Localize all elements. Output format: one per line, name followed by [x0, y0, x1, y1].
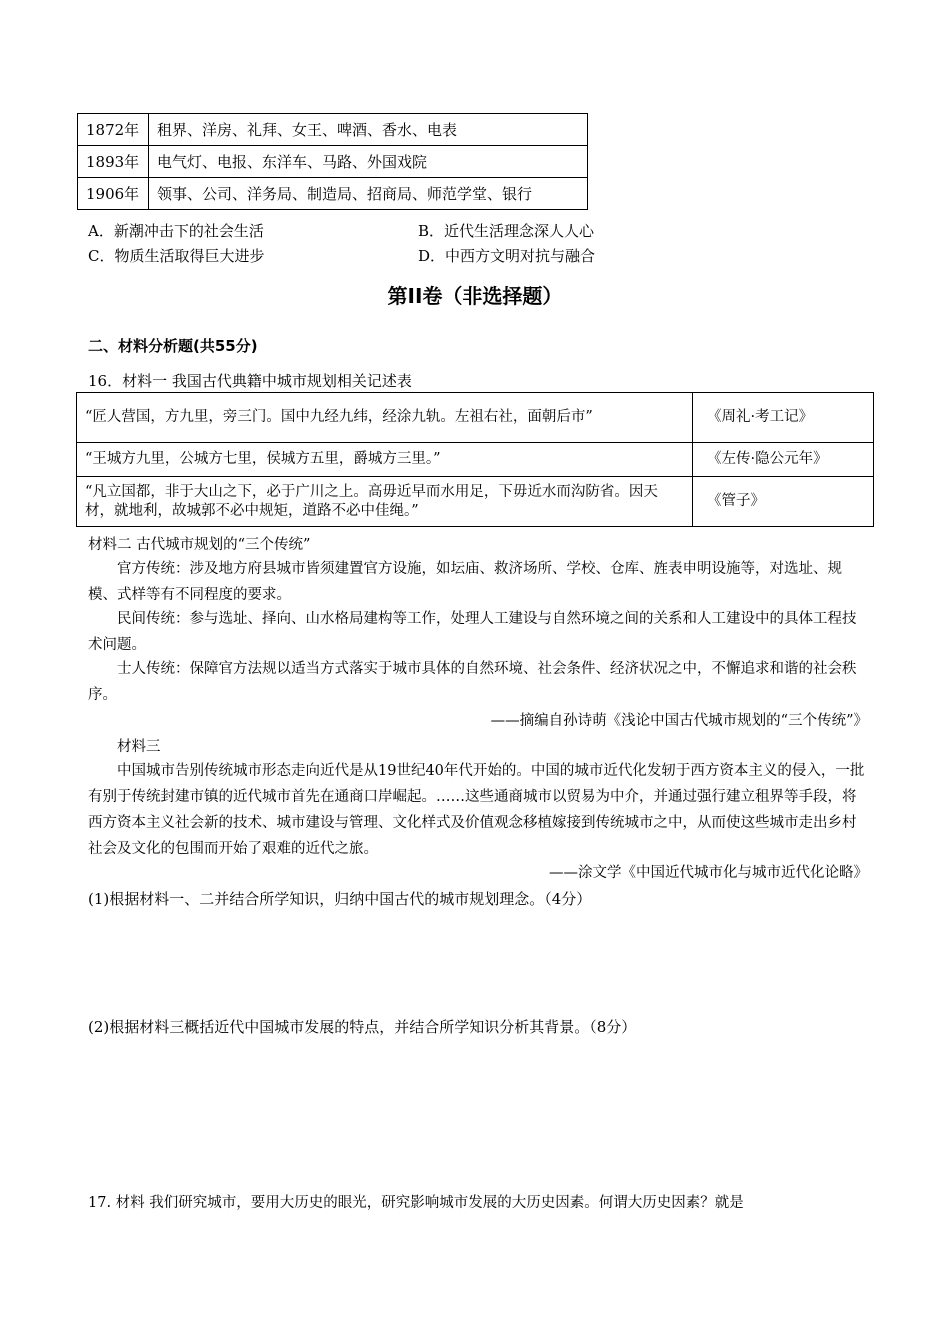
items-cell: 租界、洋房、礼拜、女王、啤酒、香水、电表 [149, 114, 588, 146]
year-cell: 1872年 [78, 114, 149, 146]
option-b: B．近代生活理念深人人心 [418, 222, 595, 240]
question-16-1: (1)根据材料一、二并结合所学知识，归纳中国古代的城市规划理念。（4分） [88, 890, 592, 908]
items-cell: 电气灯、电报、东洋车、马路、外国戏院 [149, 146, 588, 178]
material2-folk: 民间传统：参与选址、择向、山水格局建构等工作，处理人工建设与自然环境之间的关系和人工建设中的具体工程技术问题。 [88, 611, 857, 653]
quote-cell: “王城方九里，公城方七里，侯城方五里，爵城方三里。” [77, 443, 693, 477]
material3-title: 材料三 [117, 739, 161, 755]
material3-source: ——涂文学《中国近代城市化与城市近代化论略》 [549, 865, 868, 881]
question-16-2: (2)根据材料三概括近代中国城市发展的特点，并结合所学知识分析其背景。（8分） [88, 1018, 637, 1036]
year-cell: 1906年 [78, 178, 149, 210]
quote-cell: “凡立国都，非于大山之下，必于广川之上。高毋近早而水用足，下毋近水而沟防省。因天材，就地利，故城郭不必中规矩，道路不必中佳绳。” [77, 477, 693, 527]
option-c: C．物质生活取得巨大进步 [88, 247, 265, 265]
q16-intro: 16．材料一 我国古代典籍中城市规划相关记述表 [88, 372, 412, 390]
year-cell: 1893年 [78, 146, 149, 178]
option-a: A．新潮冲击下的社会生活 [88, 222, 264, 240]
table-row [78, 146, 588, 178]
table-row [78, 114, 588, 146]
table-row [77, 393, 874, 443]
material2-scholar: 士人传统：保障官方法规以适当方式落实于城市具体的自然环境、社会条件、经济状况之中，不懈追求和谐的社会秩序。 [88, 661, 857, 703]
quote-cell: “匠人营国，方九里，旁三门。国中九经九纬，经涂九轨。左祖右社，面朝后市” [77, 393, 693, 443]
part-title: 第II卷（非选择题） [387, 284, 563, 308]
items-cell: 领事、公司、洋务局、制造局、招商局、师范学堂、银行 [149, 178, 588, 210]
year-vocabulary-table [77, 113, 588, 210]
source-cell: 《周礼·考工记》 [693, 393, 874, 443]
material2-title: 材料二 古代城市规划的“三个传统” [88, 537, 311, 553]
classic-quotes-table [76, 392, 874, 527]
table-row [77, 443, 874, 477]
table-row [78, 178, 588, 210]
question-17: 17. 材料 我们研究城市，要用大历史的眼光，研究影响城市发展的大历史因素。何谓大历史因素？就是 [88, 1195, 744, 1211]
table-row [77, 477, 874, 527]
source-cell: 《管子》 [693, 477, 874, 527]
section-title: 二、材料分析题(共55分) [88, 337, 258, 355]
material2-source: ——摘编自孙诗萌《浅论中国古代城市规划的“三个传统”》 [490, 713, 868, 729]
option-d: D．中西方文明对抗与融合 [418, 247, 596, 265]
material3-body: 中国城市告别传统城市形态走向近代是从19世纪40年代开始的。中国的城市近代化发轫于西方资本主义的侵入，一批有别于传统封建市镇的近代城市首先在通商口岸崛起。……这些通商城市以贸易为中介，并通过强行建立租界等手段，将西方资本主义社会新的技术、城市建设与管理、文化样式及价值观念移植嫁接到传统城市之中，从而使这些城市走出乡村社会及文化的包围而开始了艰难的近代之旅。 [88, 763, 865, 857]
source-cell: 《左传·隐公元年》 [693, 443, 874, 477]
material2-official: 官方传统：涉及地方府县城市皆须建置官方设施，如坛庙、救济场所、学校、仓库、旌表申明设施等，对选址、规模、式样等有不同程度的要求。 [88, 561, 842, 603]
